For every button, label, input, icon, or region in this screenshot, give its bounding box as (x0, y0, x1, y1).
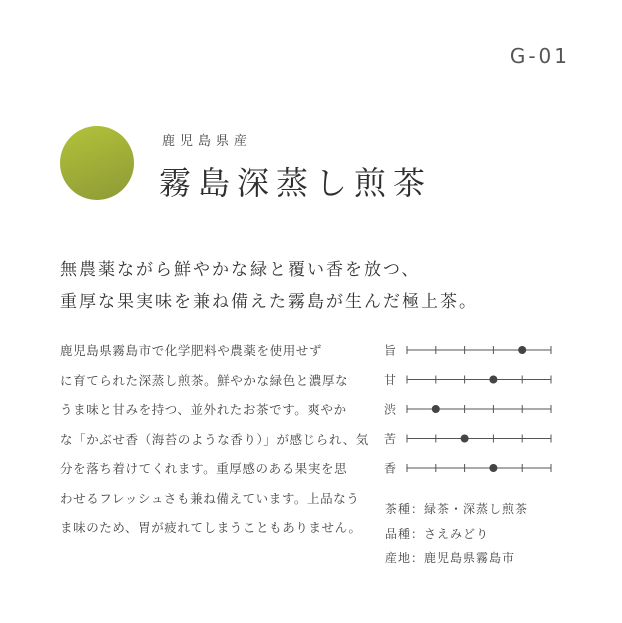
spec-cultivar: 品種：さえみどり (385, 526, 490, 541)
origin-label: 鹿児島県産 (162, 134, 253, 149)
product-code: G-01 (509, 44, 570, 68)
spec-tea-type: 茶種：緑茶・深蒸し煎茶 (385, 502, 529, 516)
taste-chart (383, 338, 563, 478)
specs (385, 497, 528, 571)
taste-label: 渋 (384, 402, 397, 417)
taste-value-dot (489, 376, 497, 384)
description-line: 鹿児島県霧島市で化学肥料や農薬を使用せず (60, 343, 323, 358)
description (60, 336, 370, 543)
description-line: わせるフレッシュさも兼ね備えています。上品なう (60, 490, 360, 506)
taste-label: 甘 (384, 373, 397, 387)
lead-line: 無農薬ながら鮮やかな緑と覆い香を放つ、 (60, 260, 421, 280)
description-line: ま味のため、胃が疲れてしまうこともありません。 (60, 520, 362, 535)
taste-value-dot (461, 435, 469, 443)
taste-label: 旨 (384, 343, 397, 358)
taste-chart-svg (383, 338, 563, 478)
product-title: 霧島深蒸し煎茶 (159, 164, 433, 202)
tea-color-swatch (60, 126, 134, 200)
spec-origin: 産地：鹿児島県霧島市 (385, 551, 516, 565)
description-line: うま味と甘みを持つ、並外れたお茶です。爽やか (60, 402, 347, 417)
description-line: 分を落ち着けてくれます。重厚感のある果実を思 (60, 461, 348, 476)
taste-label: 香 (384, 461, 397, 476)
description-line: に育てられた深蒸し煎茶。鮮やかな緑色と濃厚な (60, 372, 349, 388)
lead-line: 重厚な果実味を兼ね備えた霧島が生んだ極上茶。 (60, 292, 478, 312)
description-line: な「かぶせ香（海苔のような香り）」が感じられ、気 (60, 431, 369, 447)
taste-value-dot (432, 405, 440, 413)
taste-value-dot (518, 346, 526, 354)
taste-label: 苦 (384, 432, 397, 446)
taste-value-dot (489, 464, 497, 472)
lead-text (60, 254, 478, 318)
